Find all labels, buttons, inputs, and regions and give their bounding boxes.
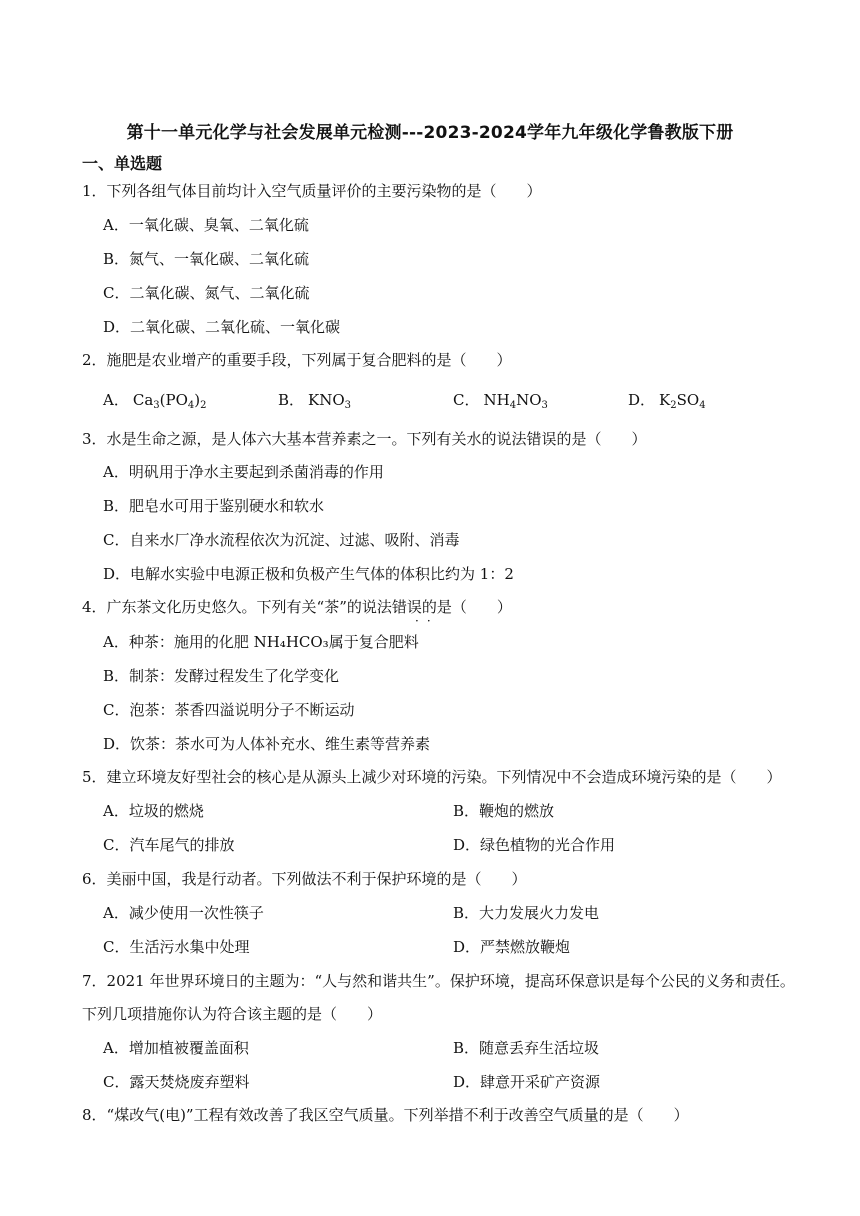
subscript: 3: [541, 400, 548, 411]
formula-part: ): [194, 391, 201, 409]
subscript: 3: [153, 400, 160, 411]
question-7-stem-continued: 下列几项措施你认为符合该主题的是（ ）: [82, 1005, 383, 1023]
question-4-option-a[interactable]: A．种茶：施用的化肥 NH₄HCO₃属于复合肥料: [103, 633, 419, 651]
question-6-stem: 6．美丽中国，我是行动者。下列做法不利于保护环境的是（ ）: [82, 870, 527, 888]
subscript: 2: [670, 400, 677, 411]
question-1-stem: 1．下列各组气体目前均计入空气质量评价的主要污染物的是（ ）: [82, 182, 542, 200]
subscript: 4: [509, 400, 517, 411]
question-3-option-d[interactable]: D．电解水实验中电源正极和负极产生气体的体积比约为 1：2: [103, 565, 514, 583]
question-1-option-c[interactable]: C．二氧化碳、氮气、二氧化硫: [103, 284, 310, 302]
page-title: 第十一单元化学与社会发展单元检测---2023-2024学年九年级化学鲁教版下册: [126, 123, 734, 143]
question-1-option-b[interactable]: B．氮气、一氧化碳、二氧化硫: [103, 250, 310, 268]
question-4-option-c[interactable]: C．泡茶：茶香四溢说明分子不断运动: [103, 701, 355, 719]
question-7-option-a[interactable]: A．增加植被覆盖面积: [103, 1039, 249, 1057]
subscript: 4: [187, 400, 195, 411]
formula-part: KNO: [308, 391, 345, 409]
question-6-option-b[interactable]: B．大力发展火力发电: [453, 904, 600, 922]
question-7-option-d[interactable]: D．肆意开采矿产资源: [453, 1073, 601, 1091]
subscript: 2: [200, 400, 207, 411]
question-2-stem: 2．施肥是农业增产的重要手段，下列属于复合肥料的是（ ）: [82, 351, 512, 369]
question-5-stem: 5．建立环境友好型社会的核心是从源头上减少对环境的污染。下列情况中不会造成环境污染的是（ ）: [82, 768, 782, 786]
question-2-option-d[interactable]: [628, 389, 706, 411]
question-6-option-d[interactable]: D．严禁燃放鞭炮: [453, 938, 571, 956]
question-4-option-b[interactable]: B．制茶：发酵过程发生了化学变化: [103, 667, 340, 685]
question-3-option-c[interactable]: C．自来水厂净水流程依次为沉淀、过滤、吸附、消毒: [103, 531, 460, 549]
subscript: 3: [344, 400, 352, 411]
question-5-option-b[interactable]: B．鞭炮的燃放: [453, 802, 555, 820]
question-5-option-a[interactable]: A．垃圾的燃烧: [103, 802, 204, 820]
question-5-option-d[interactable]: D．绿色植物的光合作用: [453, 836, 616, 854]
formula-part: K: [659, 391, 671, 409]
question-2-option-c[interactable]: [453, 389, 548, 411]
option-label: B．: [278, 391, 305, 409]
emphasis-dots: ··: [415, 614, 439, 628]
formula-part: NO: [516, 391, 542, 409]
question-1-option-a[interactable]: A．一氧化碳、臭氧、二氧化硫: [103, 216, 309, 234]
formula-part: (PO: [159, 391, 188, 409]
question-5-option-c[interactable]: C．汽车尾气的排放: [103, 836, 235, 854]
question-7-option-b[interactable]: B．随意丢弃生活垃圾: [453, 1039, 600, 1057]
formula-part: NH: [483, 391, 510, 409]
question-3-option-a[interactable]: A．明矾用于净水主要起到杀菌消毒的作用: [103, 463, 384, 481]
option-label: C．: [453, 391, 480, 409]
question-4-option-d[interactable]: D．饮茶：茶水可为人体补充水、维生素等营养素: [103, 735, 431, 753]
option-label: A．: [103, 391, 129, 409]
question-2-option-a[interactable]: [103, 389, 207, 411]
formula-part: SO: [676, 391, 700, 409]
option-label: D．: [628, 391, 656, 409]
subscript: 4: [699, 400, 706, 411]
question-7-stem: 7．2021 年世界环境日的主题为：“人与然和谐共生”。保护环境，提高环保意识是每个公民的义务和责任。: [82, 972, 795, 990]
question-4-stem: 4．广东茶文化历史悠久。下列有关“茶”的说法错误的是（ ）: [82, 598, 512, 616]
formula-part: Ca: [132, 391, 154, 409]
section-heading: 一、单选题: [82, 154, 163, 173]
question-6-option-c[interactable]: C．生活污水集中处理: [103, 938, 250, 956]
question-3-stem: 3．水是生命之源，是人体六大基本营养素之一。下列有关水的说法错误的是（ ）: [82, 430, 647, 448]
question-8-stem: 8．“煤改气(电)”工程有效改善了我区空气质量。下列举措不利于改善空气质量的是（ ）: [82, 1106, 689, 1124]
question-3-option-b[interactable]: B．肥皂水可用于鉴别硬水和软水: [103, 497, 325, 515]
question-6-option-a[interactable]: A．减少使用一次性筷子: [103, 904, 264, 922]
question-7-option-c[interactable]: C．露天焚烧废弃塑料: [103, 1073, 250, 1091]
question-1-option-d[interactable]: D．二氧化碳、二氧化硫、一氧化碳: [103, 318, 341, 336]
question-2-option-b[interactable]: [278, 389, 351, 411]
